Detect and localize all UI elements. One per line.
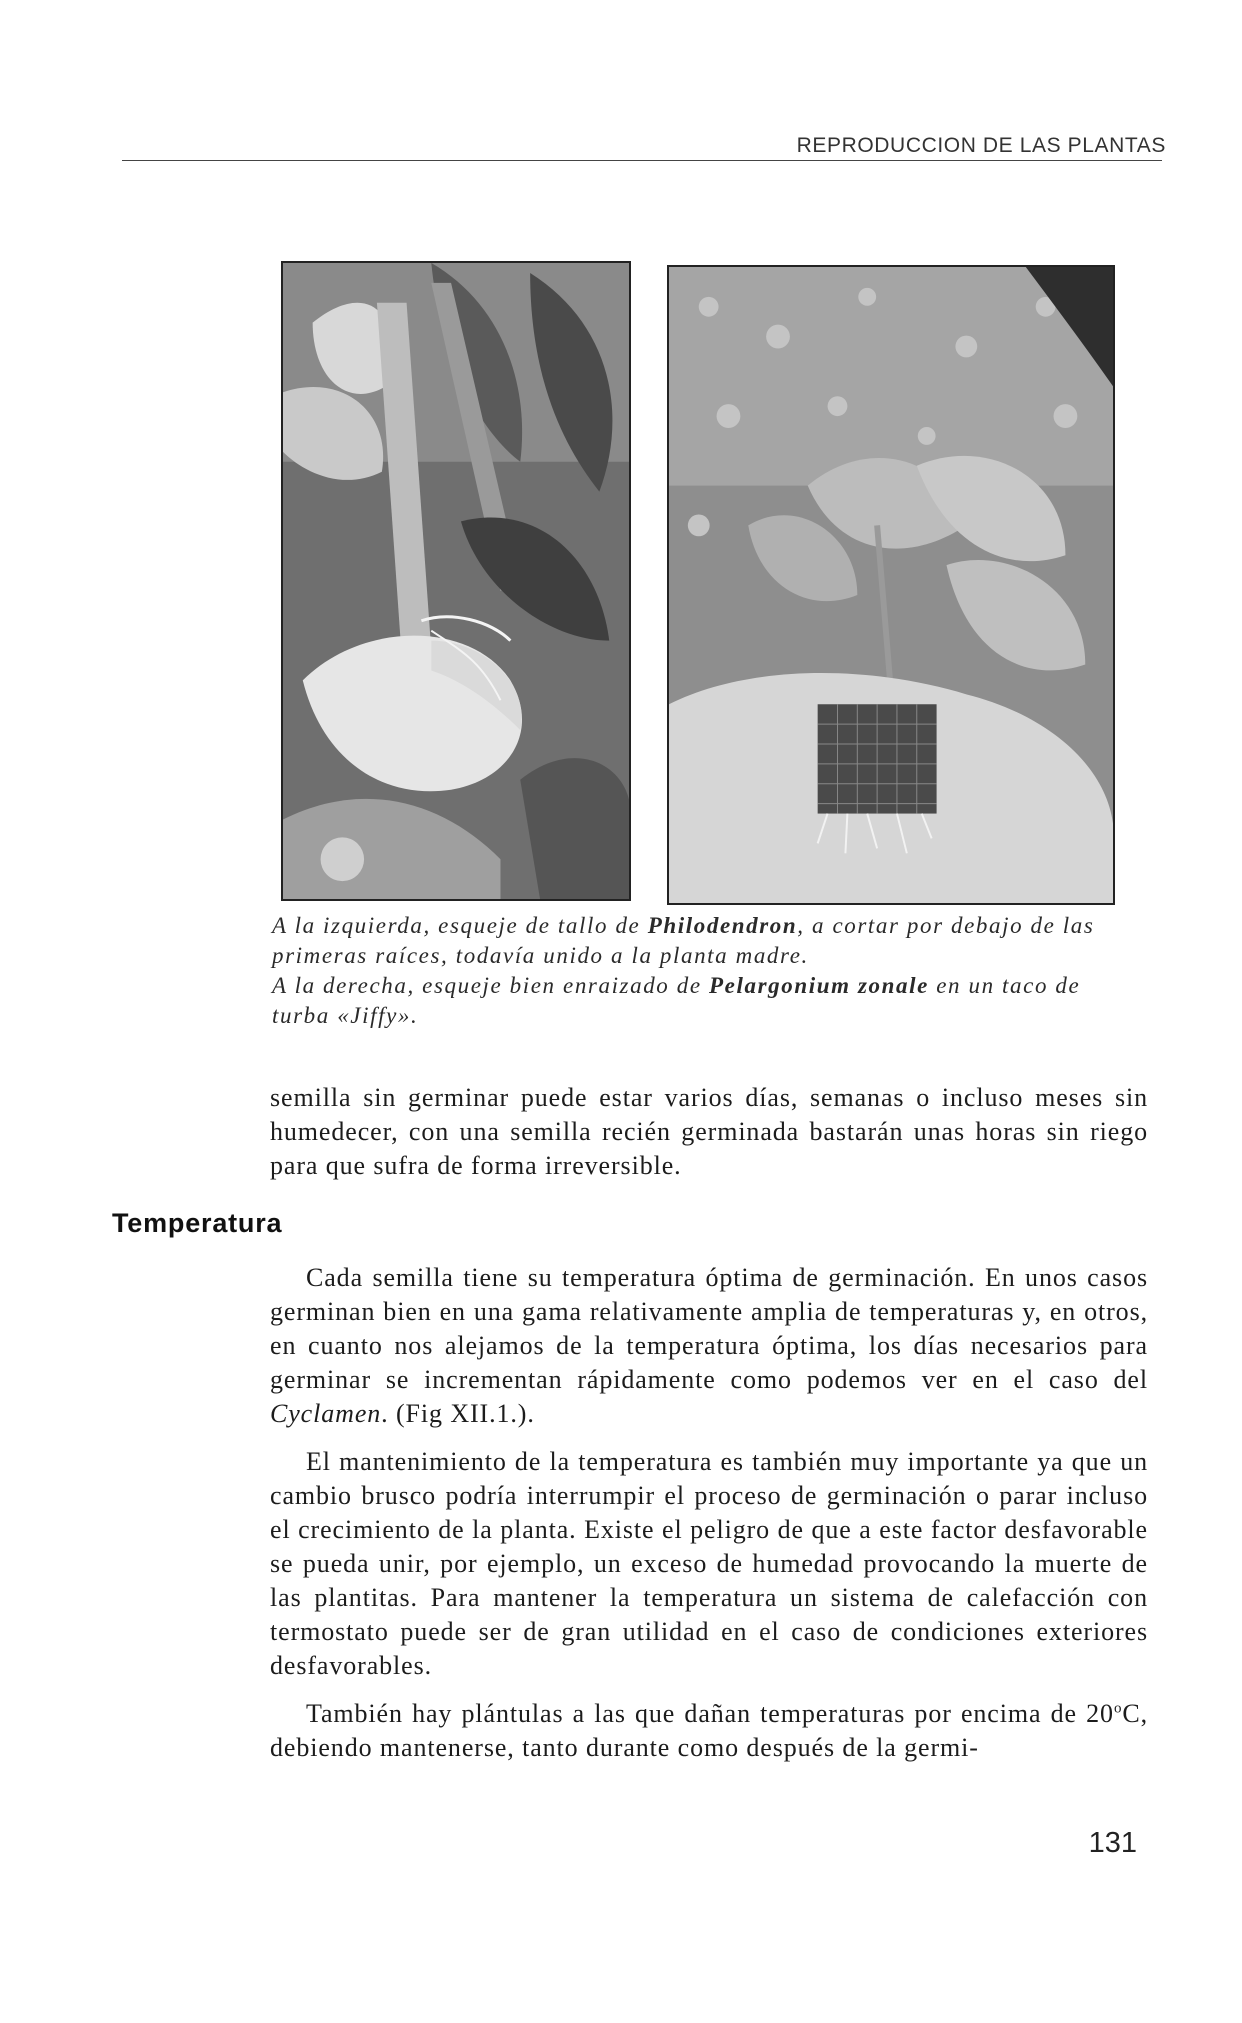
figure-caption [272,911,1142,1031]
caption-genus-philodendron: Philodendron [647,913,798,938]
cyclamen-term: Cyclamen [270,1399,382,1428]
continued-paragraph: semilla sin germinar puede estar varios días, semanas o incluso meses sin humedecer, con una semilla recién germinada bastarán unas horas sin riego para que sufra de forma irreversible. [270,1083,1148,1180]
caption-left-description: A la izquierda, esqueje de tallo de Philodendron, a cortar por debajo de las primeras raíces, todavía unido a la planta madre. [272,913,1095,968]
pelargonium-cutting-photo [667,265,1115,905]
running-header: REPRODUCCION DE LAS PLANTAS [796,134,1166,157]
paragraph-temperature-maintenance: El mantenimiento de la temperatura es también muy importante ya que un cambio brusco podría interrumpir el proceso de germinación o parar incluso el crecimiento de la planta. Existe el peligro de que a este factor desfavorable se pueda unir, por ejemplo, un exceso de humedad provocando la muerte de las plantitas. Para mantener la temperatura un sistema de calefacción con termostato puede ser de gran utilidad en el caso de condiciones exteriores desfavorables. [270,1447,1148,1680]
caption-right-description: A la derecha, esqueje bien enraizado de Pelargonium zonale en un taco de turba «Jiffy». [272,973,1081,1028]
section-heading-temperatura: Temperatura [112,1208,283,1238]
caption-species-pelargonium: Pelargonium zonale [709,973,929,998]
philodendron-cutting-photo [281,261,631,901]
header-rule [122,160,1162,161]
page-number: 131 [1088,1827,1137,1859]
pelargonium-photo-icon [669,267,1113,903]
temperatura-section-body [270,1261,1148,1779]
paragraph-high-temperatures: También hay plántulas a las que dañan temperaturas por encima de 20$^o$C, debiendo mantenerse, tanto durante como después de la germi- [270,1699,1148,1762]
paragraph-optimal-temperature: Cada semilla tiene su temperatura óptima de germinación. En unos casos germinan bien en una gama relativamente amplia de temperaturas y, en otros, en cuanto nos alejamos de la temperatura óptima, los días necesarios para germinar se incrementan rápidamente como podemos ver en el caso del Cyclamen. (Fig XII.1.). [270,1263,1148,1428]
philodendron-photo-icon [283,263,629,899]
